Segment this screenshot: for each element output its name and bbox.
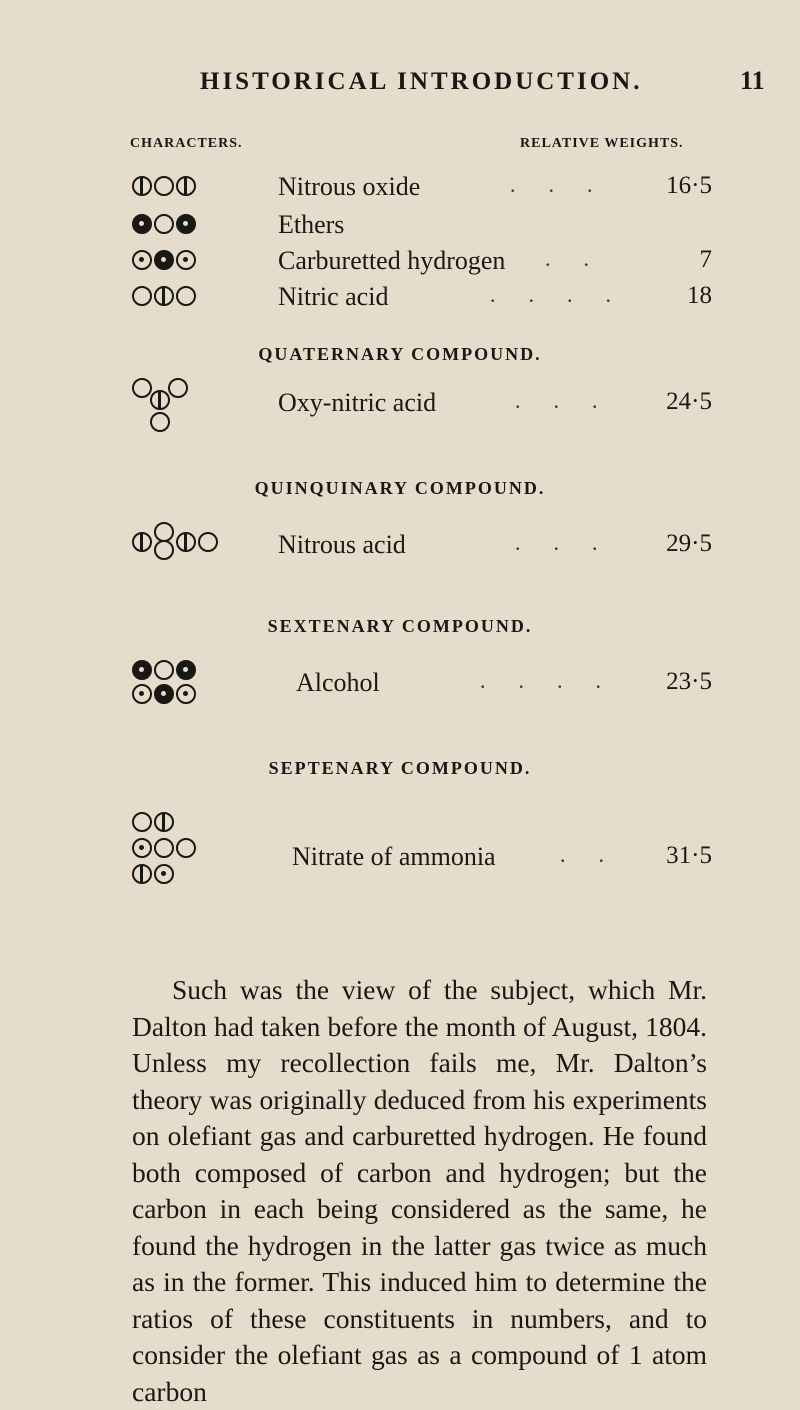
compound-row-nitric-acid <box>0 282 800 342</box>
oxygen-atom-icon <box>132 378 152 398</box>
running-title: HISTORICAL INTRODUCTION. <box>200 68 643 95</box>
carbon-atom-icon <box>154 250 174 270</box>
azote-atom-icon <box>132 176 152 196</box>
oxygen-atom-icon <box>154 838 174 858</box>
azote-atom-icon <box>132 864 152 884</box>
section-heading: SEPTENARY COMPOUND. <box>268 758 532 778</box>
dot-leader: . . . <box>515 388 598 413</box>
compound-name: Nitric acid <box>278 282 389 311</box>
section-heading: SEXTENARY COMPOUND. <box>267 616 533 636</box>
relative-weight: 29·5 <box>666 530 712 557</box>
carbon-atom-icon <box>176 214 196 234</box>
dot-leader: . . . . <box>480 668 601 693</box>
carbon-atom-icon <box>132 214 152 234</box>
azote-atom-icon <box>150 390 170 410</box>
compound-row-alcohol <box>0 668 800 728</box>
atom-symbols <box>132 668 272 748</box>
hydrogen-atom-icon <box>132 838 152 858</box>
dot-leader: . . . <box>515 530 598 555</box>
atom-symbols <box>132 388 272 468</box>
weights-column-header: RELATIVE WEIGHTS. <box>520 136 684 151</box>
oxygen-atom-icon <box>154 522 174 542</box>
page-number: 11 <box>740 66 765 95</box>
relative-weight: 31·5 <box>666 842 712 869</box>
azote-atom-icon <box>154 286 174 306</box>
relative-weight: 23·5 <box>666 668 712 695</box>
oxygen-atom-icon <box>154 176 174 196</box>
relative-weight: 24·5 <box>666 388 712 415</box>
compound-name: Alcohol <box>296 668 380 697</box>
oxygen-atom-icon <box>168 378 188 398</box>
compound-name: Nitrous oxide <box>278 172 421 201</box>
compound-name: Carburetted hydrogen <box>278 246 506 275</box>
azote-atom-icon <box>176 176 196 196</box>
oxygen-atom-icon <box>154 540 174 560</box>
atom-symbols <box>132 530 272 610</box>
paragraph-text: Such was the view of the subject, which Mr. Dalton had taken before the month of August, 1804. Unless my recollection fails me, Mr. Dalton’s theory was originally deduced from his experiments on olefiant gas and carburetted hydrogen. He found both composed of carbon and hydrogen; but the carbon in each being considered as the same, he found the hydrogen in the latter gas twice as much as in the former. This induced him to determine the ratios of these constituents in numbers, and to consider the olefiant gas as a compound of 1 atom carbon <box>132 974 707 1407</box>
compound-row-oxy-nitric-acid <box>0 388 800 448</box>
oxygen-atom-icon <box>154 214 174 234</box>
dot-leader: . . <box>545 246 589 271</box>
azote-atom-icon <box>132 532 152 552</box>
carbon-atom-icon <box>132 660 152 680</box>
body-paragraph <box>132 972 707 1410</box>
hydrogen-atom-icon <box>132 684 152 704</box>
characters-column-header: CHARACTERS. <box>130 136 243 151</box>
oxygen-atom-icon <box>176 838 196 858</box>
relative-weight: 7 <box>699 246 712 273</box>
hydrogen-atom-icon <box>176 684 196 704</box>
relative-weight: 18 <box>687 282 712 309</box>
dot-leader: . . . . <box>490 282 611 307</box>
compound-name: Oxy-nitric acid <box>278 388 437 417</box>
azote-atom-icon <box>154 812 174 832</box>
hydrogen-atom-icon <box>176 250 196 270</box>
dot-leader: . . . <box>510 172 593 197</box>
compound-row-nitrate-of-ammonia <box>0 842 800 902</box>
relative-weight: 16·5 <box>666 172 712 199</box>
azote-atom-icon <box>176 532 196 552</box>
oxygen-atom-icon <box>154 660 174 680</box>
carbon-atom-icon <box>176 660 196 680</box>
atom-symbols <box>132 842 272 922</box>
compound-name: Nitrous acid <box>278 530 406 559</box>
hydrogen-atom-icon <box>132 250 152 270</box>
oxygen-atom-icon <box>198 532 218 552</box>
carbon-atom-icon <box>154 684 174 704</box>
dot-leader: . . <box>560 842 604 867</box>
section-heading: QUATERNARY COMPOUND. <box>258 344 542 364</box>
hydrogen-atom-icon <box>154 864 174 884</box>
oxygen-atom-icon <box>176 286 196 306</box>
compound-row-nitrous-acid <box>0 530 800 590</box>
oxygen-atom-icon <box>132 812 152 832</box>
oxygen-atom-icon <box>150 412 170 432</box>
section-heading: QUINQUINARY COMPOUND. <box>254 478 546 498</box>
oxygen-atom-icon <box>132 286 152 306</box>
compound-name: Ethers <box>278 210 345 239</box>
compound-name: Nitrate of ammonia <box>292 842 496 871</box>
running-head <box>0 64 800 104</box>
